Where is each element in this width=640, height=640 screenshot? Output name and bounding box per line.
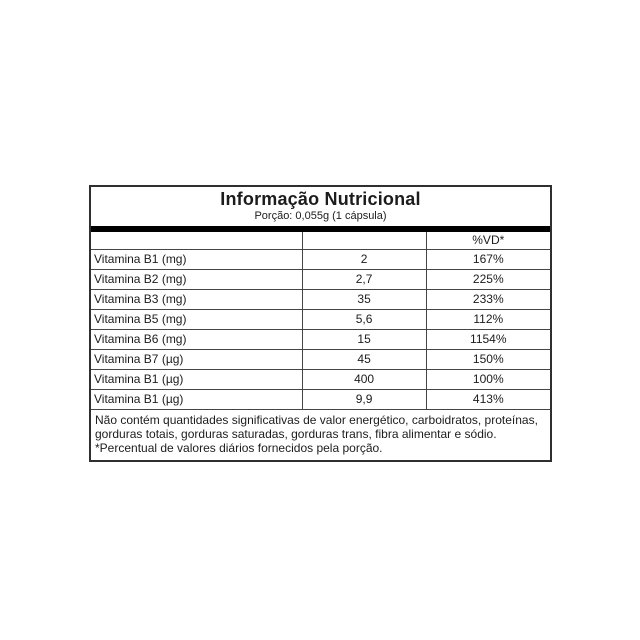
dv-cell: 100% [426, 369, 550, 389]
nutrient-name-cell: Vitamina B6 (mg) [91, 329, 302, 349]
nutrient-name-cell: Vitamina B1 (µg) [91, 369, 302, 389]
amount-cell: 9,9 [302, 389, 426, 409]
table-row [91, 289, 550, 309]
footnote-line: gorduras totais, gorduras saturadas, gorduras trans, fibra alimentar e sódio. [95, 426, 497, 441]
table-row [91, 269, 550, 289]
serving-size: Porção: 0,055g (1 cápsula) [254, 210, 387, 222]
header-amount-cell [302, 232, 426, 249]
dv-cell: 233% [426, 289, 550, 309]
table-row [91, 369, 550, 389]
label-title: Informação Nutricional [220, 189, 421, 209]
amount-cell: 45 [302, 349, 426, 369]
nutrition-label [89, 185, 552, 462]
table-row [91, 389, 550, 409]
amount-cell: 35 [302, 289, 426, 309]
nutrition-table [91, 232, 550, 410]
nutrient-name-cell: Vitamina B1 (µg) [91, 389, 302, 409]
table-header-row [91, 232, 550, 249]
dv-cell: 167% [426, 249, 550, 269]
amount-cell: 2 [302, 249, 426, 269]
amount-cell: 5,6 [302, 309, 426, 329]
nutrient-name-cell: Vitamina B7 (µg) [91, 349, 302, 369]
header-dv-cell: %VD* [426, 232, 550, 249]
table-row [91, 349, 550, 369]
nutrient-name-cell: Vitamina B3 (mg) [91, 289, 302, 309]
dv-cell: 150% [426, 349, 550, 369]
nutrient-name-cell: Vitamina B1 (mg) [91, 249, 302, 269]
footnote-line: *Percentual de valores diários fornecidos pela porção. [95, 440, 383, 455]
dv-cell: 112% [426, 309, 550, 329]
table-row [91, 249, 550, 269]
title-block [91, 187, 550, 226]
table-row [91, 309, 550, 329]
amount-cell: 400 [302, 369, 426, 389]
table-row [91, 329, 550, 349]
footnote-line: Não contém quantidades significativas de valor energético, carboidratos, proteínas, [95, 412, 538, 427]
header-nutrient-cell [91, 232, 302, 249]
nutrient-name-cell: Vitamina B2 (mg) [91, 269, 302, 289]
dv-cell: 225% [426, 269, 550, 289]
dv-cell: 413% [426, 389, 550, 409]
footnotes-block [91, 410, 550, 460]
dv-cell: 1154% [426, 329, 550, 349]
amount-cell: 15 [302, 329, 426, 349]
amount-cell: 2,7 [302, 269, 426, 289]
nutrient-name-cell: Vitamina B5 (mg) [91, 309, 302, 329]
